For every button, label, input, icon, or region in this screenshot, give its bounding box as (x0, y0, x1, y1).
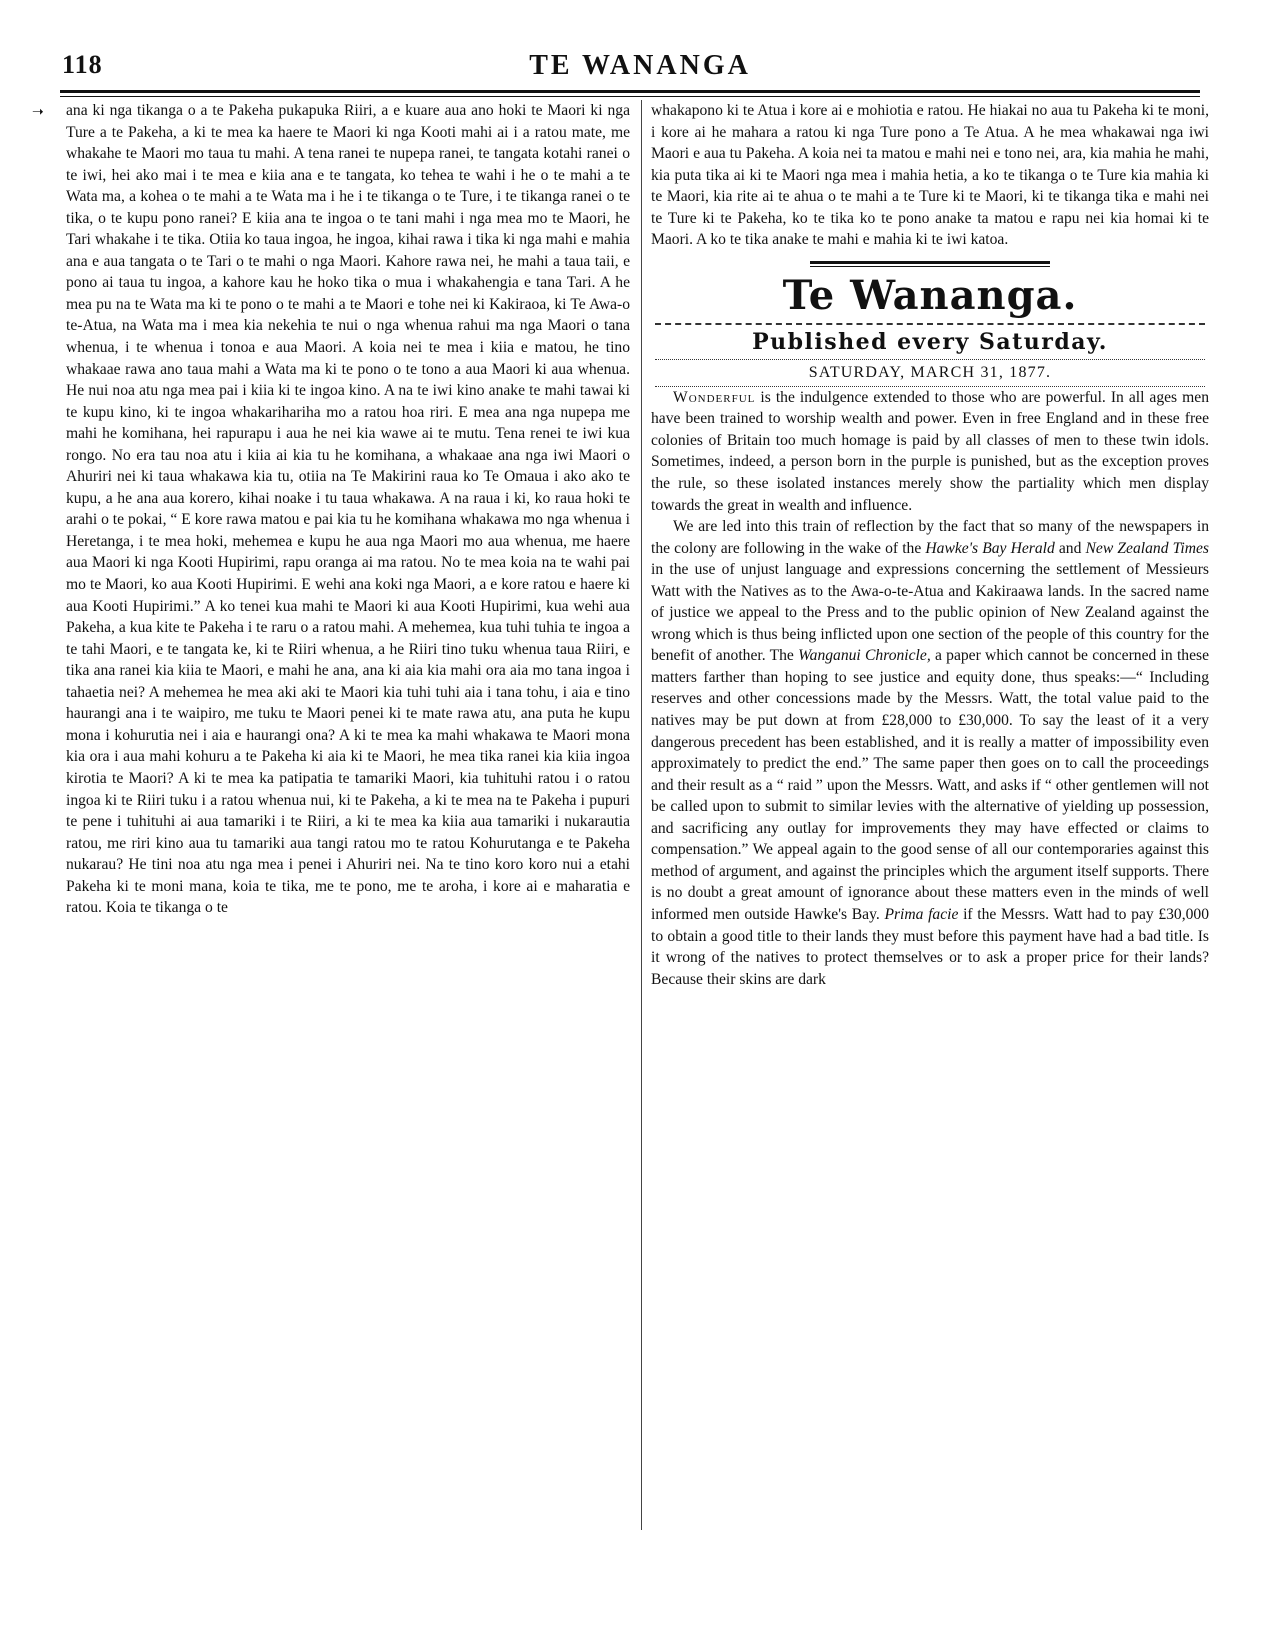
header-rule (60, 90, 1200, 97)
paragraph-text: is the indulgence extended to those who are powerful. In all ages men have been trained to worship wealth and power. Even in free England and in these free colonies of Britain too much homage is paid by all classes of men to these twin idols. Sometimes, indeed, a person born in the purple is punished, but as the exception proves the rule, so these isolated instances merely show the partiality which men display towards the great in wealth and influence. (651, 388, 1209, 514)
margin-marker: ➝ (32, 104, 44, 120)
ornamental-rule (655, 323, 1205, 325)
paragraph-text: a paper which cannot be concerned in these matters farther than hoping to see justice and equity done, thus speaks:—“ Including reserves and other concessions made by the Messrs. Watt, the total value paid to the natives may be put down at from £28,000 to £30,000. To say the least of it a very dangerous precedent has been established, and it is really a matter of impossibility even approximately to predict the end.” The same paper then goes on to call the proceedings and their result as a “ raid ” upon the Messrs. Watt, and asks if “ other gentlemen will not be called upon to submit to similar levies with the alternative of yielding up possession, and sacrificing any outlay for improvements they may have effected or claims to compensation.” We appeal again to the good sense of all our contemporaries against this method of argument, and against the principles which the argument itself supports. There is no doubt a great amount of ignorance about these matters even in the minds of well informed men outside Hawke's Bay. (651, 647, 1209, 923)
left-column (66, 100, 630, 919)
publication-name: Wanganui Chronicle, (798, 647, 931, 665)
published-line: Published every Saturday. (752, 328, 1108, 355)
paragraph-text: We are led into this train of reflection by the fact that so many of the newspapers in the colony are following in the wake of the (651, 518, 1209, 557)
page-number: 118 (62, 50, 103, 79)
paragraph-text: in the use of unjust language and expressions concerning the settlement of Messieurs Watt with the Natives as to the Awa-o-te-Atua and Kakiraawa lands. In the sacred name of justice we appeal to the Press and to the public opinion of New Zealand against the wrong which is thus being inflicted upon one section of the people of this country for the benefit of another. The (651, 561, 1209, 665)
latin-phrase: Prima facie (884, 905, 959, 923)
paper-title: Te Wananga. (782, 271, 1078, 319)
editorial-paragraph-2 (651, 516, 1209, 990)
maori-continuation-text: whakapono ki te Atua i kore ai e mohiotia e ratou. He hiakai no aua tu Pakeha ki te moni, i kore ai he mahara a ratou ki nga Ture pono a Te Atua. A he mea whakawai nga iwi Maori e aua tu Pakeha. A koia nei ta matou e mahi nei e tono nei, ara, kia mahia he mahi, kia puta tika ai ki te Maori nga mea i mahia hetia, a ko te tikanga o te Ture kia mahia ki te Maori, kia rite ai te ahua o te mahi a te Ture ki te Maori, ki te tikanga tika e mahi nei te Ture ki te Pakeha, ko te tika ko te pono anake ta matou e rapu nei kia homai ki te Maori. A ko te tika anake te mahi e mahia ki te iwi katoa. (651, 102, 1209, 249)
column-divider (641, 100, 642, 1530)
masthead: TE WANANGA (529, 50, 751, 81)
ornamental-rule (655, 359, 1205, 360)
dateline: SATURDAY, MARCH 31, 1877. (808, 363, 1052, 381)
right-column (651, 100, 1209, 990)
paragraph-text: and (1054, 539, 1086, 557)
editorial-paragraph-1 (651, 387, 1209, 516)
publication-name: Hawke's Bay Herald (925, 539, 1055, 557)
paragraph-text: if the Messrs. Watt had to pay £30,000 to obtain a good title to their lands they must before this payment have had a bad title. Is it wrong of the natives to protect themselves or to ask a proper price for their lands? Because their skins are dark (651, 905, 1210, 988)
section-divider (810, 261, 1050, 267)
left-column-text: ana ki nga tikanga o a te Pakeha pukapuka Riiri, a e kuare aua ano hoki te Maori ki nga Ture a te Pakeha, a ki te mea ka haere te Maori ki nga Kooti mahi ai i a ratou mate, me whakahe te Maori mo taua tu mahi. A tena ranei te nupepa ranei, te tangata kotahi ranei o te iwi, hei ako mai i te mea e kiia ana e te tangata, ko tehea te wahi i he o te mahi a te Wata ma, a kohea o te mahi a te Wata ma i he i te tikanga o te Ture, i te tikanga ranei o te tika, o te kupu pono ranei? E kiia ana te ingoa o te tani mahi i nga mea mo te Maori, he Tari whakahe i te tika. Otiia ko taua ingoa, he ingoa, kihai rawa i tika ki nga mahi e mahia ana e aua tangata o te Tari o te mahi o nga Maori. Kahore rawa nei, he mahi a taua taii, e pono ai taua tu ingoa, a kahore kau he hoko tika o mua i whakahengia e tana Tari. A he mea pu na te Wata ma ki te pono o te mahi a te Maori e tohe nei ki Kakiraoa, ki Te Awa-o te-Atua, na Wata ma i mea kia nekehia te nui o nga whenua rahui ma nga Maori o tana whenua, i te whenua i tonoa e aua Maori. A koia nei te mea i kiia e matou, he tino whakaae rawa ano taua mahi a Wata ma ki te pono o te tono a aua Maori ki aua whenua. He nui noa atu nga mea pai i kiia ki te ingoa kino. A na te iwi kino anake te mahi tawai ki te kupu kino, ki te ingoa whakarihariha mo a ratou hoa riri. E mea ana nga nupepa me mahi he komihana, hei rapurapu i aua he nei kia wawe ai te mutu. Tena renei te iwi kua rongo. No era tau noa atu i kiia ai kia tu he komihana, a whakaae ana nga iwi Maori o Ahuriri nei ki taua whakawa kia tu, otiia na Te Makirini raua ko Te Omaua i ako ako te kupu, a he ana aua korero, kihai noake i tu taua whakawa. A na raua i ki, ko raua hoki te arahi o te pokai, “ E kore rawa matou e pai kia tu he komihana whakawa mo nga whenua i Heretanga, i te mea hoki, mehemea e kupu he aua nga Maori mo aua whenua, me haere aua Maori ki nga Kooti Hupirimi, rapu oranga ai ma ratou. No te mea koia na te wahi pai mo te Maori, ko aua Kooti Hupirimi. E wehi ana koki nga Maori, a e kore ratou e haere ki aua Kooti Hupirimi.” A ko tenei kua mahi te Maori ki aua Kooti Hupirimi, kua wehi aua Pakeha, a kua kite te Pakeha i te raru o a ratou mahi. A mehemea, kua tuhi tuhia te ingoa a te tahi Maori, e te tangata ke, ki te Riiri whenua, a he Riiri tino tuku whenua taua Riiri, e tika ana ranei kia kiia te Maori, e mahi he ana, ana ki aia kia mahi ora aia mo tana ingoa i tahaetia nei? A mehemea he mea aki aki te Maori kia tuhi tuhi aia i tana tohu, i aia e tino haurangi ana i te waipiro, me tuku te Maori penei ki te mate rawa atu, ana puta he kupu mona i kohurutia nei i aia e haurangi ona? A ki te mea ka mahi whakawa te Maori mona kia ora i aua mahi kohuru a te Pakeha ki aia ki te Maori, he mea tika ranei kia kiia ingoa kirotia te Maori? A ki te mea ka patipatia te tamariki Maori, kia tuhituhi ratou i o ratou ingoa ki te Riiri tuku i a ratou whenua nui, ki te Pakeha, a ki te mea na te Pakeha i pupuri te pene i tuhituhi ai aua tamariki i te Riiri, a ki te mea ka kiia aua tamariki i nukarautia ratou, me riri kino aua tu tamariki aua tangi ratou mo te ratou Kohurutanga e te Pakeha nukarau? He tini noa atu nga mea i penei i Ahuriri nei. Na te tino koro koro nui a etahi Pakeha ki te moni mana, koia te tika, me te pono, me te aroha, i kore ai e maharatia e ratou. Koia te tikanga o te (66, 102, 630, 917)
publication-name: New Zealand Times (1085, 539, 1210, 557)
drop-word: Wonderful (673, 388, 756, 406)
